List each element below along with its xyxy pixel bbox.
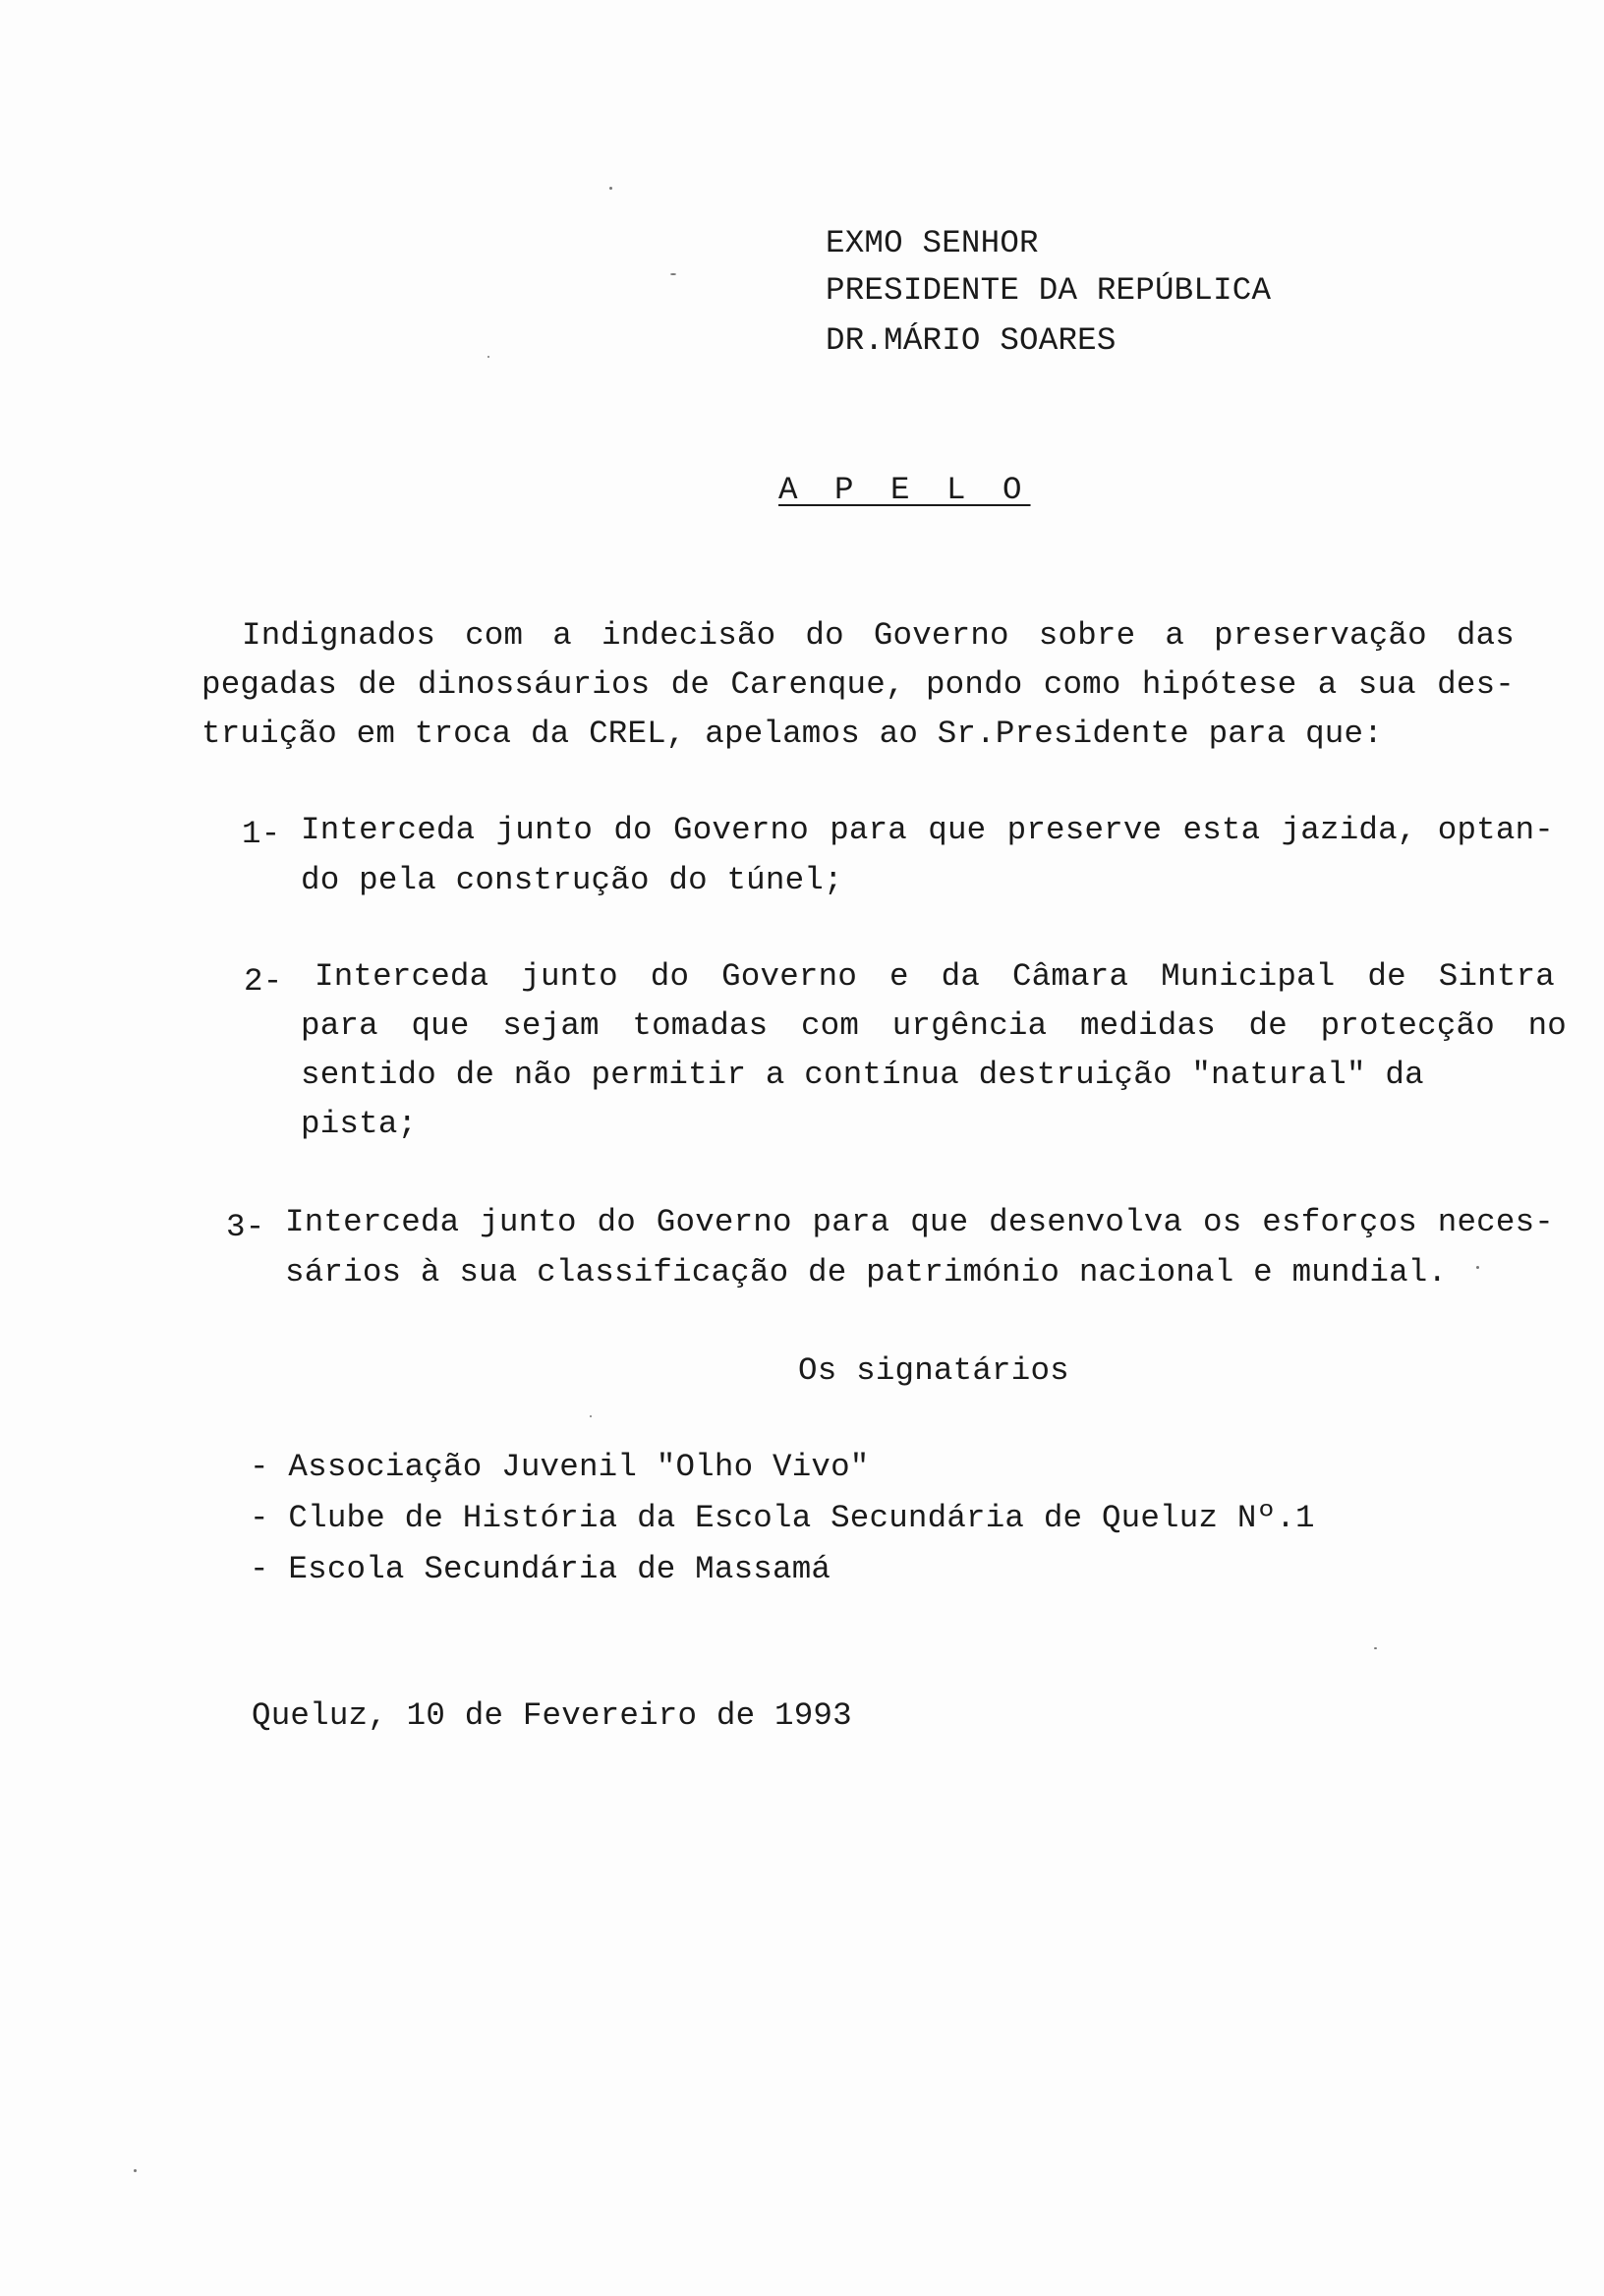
point-line: Interceda junto do Governo para que preserve esta jazida, optan- bbox=[301, 812, 1554, 848]
intro-line-3: truição em troca da CREL, apelamos ao Sr.Presidente para que: bbox=[201, 716, 1383, 752]
addressee-line-3: DR.MÁRIO SOARES bbox=[826, 322, 1117, 359]
list-item: - Associação Juvenil "Olho Vivo" bbox=[250, 1449, 870, 1485]
list-item: - Clube de História da Escola Secundária de Queluz Nº.1 bbox=[250, 1500, 1315, 1536]
point-line: do pela construção do túnel; bbox=[301, 862, 843, 898]
point-number: 1- bbox=[242, 816, 281, 852]
point-line: Interceda junto do Governo e da Câmara Municipal de Sintra bbox=[315, 958, 1555, 995]
addressee-line-2: PRESIDENTE DA REPÚBLICA bbox=[826, 272, 1272, 309]
point-number: 2- bbox=[244, 963, 283, 1000]
intro-line-2: pegadas de dinossáurios de Carenque, pondo como hipótese a sua des- bbox=[201, 666, 1515, 703]
scan-speck bbox=[590, 1415, 592, 1417]
place-date: Queluz, 10 de Fevereiro de 1993 bbox=[252, 1697, 852, 1734]
point-line: pista; bbox=[301, 1106, 418, 1142]
addressee-line-1: EXMO SENHOR bbox=[826, 225, 1039, 261]
point-line: sentido de não permitir a contínua destruição "natural" da bbox=[301, 1057, 1424, 1093]
signatories-heading: Os signatários bbox=[798, 1352, 1069, 1389]
scan-speck bbox=[609, 187, 612, 190]
scan-speck bbox=[1476, 1266, 1479, 1269]
intro-line-1: Indignados com a indecisão do Governo sobre a preservação das bbox=[242, 617, 1515, 654]
point-line: Interceda junto do Governo para que desenvolva os esforços neces- bbox=[285, 1204, 1554, 1240]
point-number: 3- bbox=[226, 1209, 265, 1245]
document-title: A P E L O bbox=[778, 472, 1031, 508]
scan-speck bbox=[1374, 1647, 1377, 1649]
scan-speck bbox=[134, 2169, 137, 2172]
list-item: - Escola Secundária de Massamá bbox=[250, 1551, 831, 1587]
point-line: sários à sua classificação de património nacional e mundial. bbox=[285, 1254, 1448, 1291]
point-line: para que sejam tomadas com urgência medidas de protecção no bbox=[301, 1007, 1567, 1044]
scan-speck bbox=[487, 356, 489, 358]
scan-speck bbox=[670, 273, 676, 275]
